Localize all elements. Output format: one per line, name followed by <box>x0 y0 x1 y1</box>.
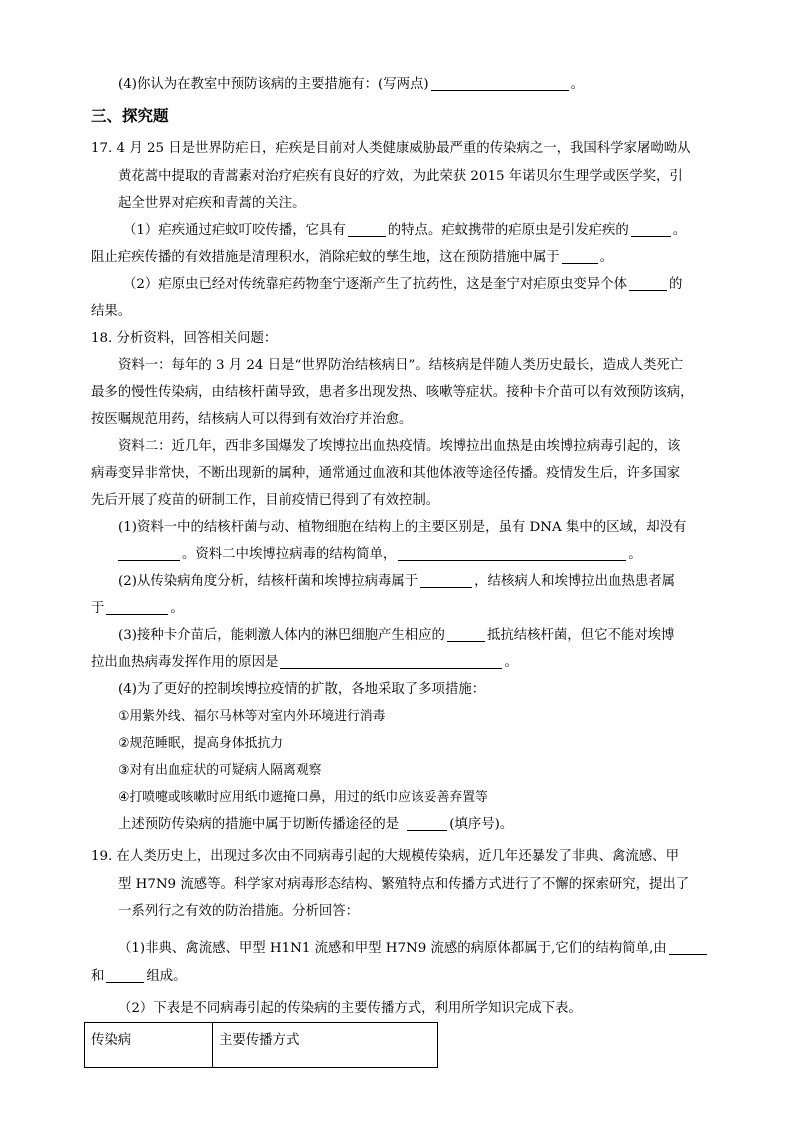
question-18-3-line-2: 拉出血热病毒发挥作用的原因是 。 <box>91 655 518 670</box>
answer-blank[interactable] <box>631 222 671 237</box>
answer-blank[interactable] <box>280 654 502 669</box>
table-header-row <box>85 1023 438 1068</box>
question-16-4 <box>118 76 584 94</box>
answer-blank[interactable] <box>118 546 180 561</box>
answer-blank[interactable] <box>398 546 626 561</box>
answer-blank[interactable] <box>431 76 569 91</box>
question-18-1-line-1: (1)资料一中的结核杆菌与动、植物细胞在结构上的主要区别是，虽有 DNA 集中的区域，却没有 <box>118 520 687 535</box>
section-heading: 三、探究题 <box>91 107 169 125</box>
option-2: ②规范睡眠，提高身体抵抗力 <box>118 736 284 751</box>
material-2-line-2: 病毒变异非常快，不断出现新的属种，通常通过血液和其他体液等途径传播。疫情发生后，许多国家 <box>91 466 681 481</box>
option-3: ③对有出血症状的可疑病人隔离观察 <box>118 763 322 778</box>
question-text: 。 <box>570 77 585 92</box>
option-1: ①用紫外线、福尔马林等对室内外环境进行消毒 <box>118 709 386 724</box>
option-4: ④打喷嚏或咳嗽时应用纸巾遮掩口鼻，用过的纸巾应该妥善弃置等 <box>118 790 488 805</box>
answer-blank[interactable] <box>407 816 447 831</box>
question-19-line-1: 19. 在人类历史上，出现过多次由不同病毒引起的大规模传染病，近几年还暴发了非典、禽流感、甲 <box>91 849 679 864</box>
question-19-1-line-2: 和 组成。 <box>91 969 187 984</box>
question-18-2-line-1: (2)从传染病角度分析，结核杆菌和埃博拉病毒属于 ，结核病人和埃博拉出血热患者属 <box>118 574 676 589</box>
answer-blank[interactable] <box>348 222 386 237</box>
question-19-line-2: 型 H7N9 流感等。科学家对病毒形态结构、繁殖特点和传播方式进行了不懈的探索研究，提出了 <box>118 877 690 892</box>
answer-blank[interactable] <box>669 940 707 955</box>
answer-blank[interactable] <box>629 276 667 291</box>
question-18-2-line-2: 于 。 <box>91 601 184 616</box>
answer-blank[interactable] <box>447 627 485 642</box>
answer-blank[interactable] <box>420 573 472 588</box>
answer-blank[interactable] <box>106 968 144 983</box>
question-17-2-line-2: 结果。 <box>91 304 132 319</box>
material-2-line-3: 先后开展了疫苗的研制工作，目前疫情已得到了有效控制。 <box>91 493 440 508</box>
question-17-1-line-2: 阻止疟疾传播的有效措施是清理积水，消除疟蚊的孳生地，这在预防措施中属于 。 <box>91 250 614 265</box>
question-17-1: （1）疟疾通过疟蚊叮咬传播，它具有 的特点。疟蚊携带的疟原虫是引发疟疾的 。 <box>123 223 687 238</box>
question-19-2: （2）下表是不同病毒引起的传染病的主要传播方式，利用所学知识完成下表。 <box>118 1001 582 1016</box>
table-header-cell: 传染病 <box>85 1023 213 1068</box>
question-19-line-3: 一系列行之有效的防治措施。分析回答： <box>118 904 360 919</box>
answer-blank[interactable] <box>106 600 168 615</box>
question-17-line-2: 黄花蒿中提取的青蒿素对治疗疟疾有良好的疗效，为此荣获 2015 年诺贝尔生理学或医学奖，引 <box>118 169 683 184</box>
table-header-cell: 主要传播方式 <box>213 1023 438 1068</box>
question-18-title: 18. 分析资料，回答相关问题： <box>91 331 278 346</box>
answer-blank[interactable] <box>562 249 598 264</box>
material-1-line-2: 最多的慢性传染病，由结核杆菌导致，患者多出现发热、咳嗽等症状。接种卡介苗可以有效预防该病， <box>91 385 694 400</box>
question-18-4-answer: 上述预防传染病的措施中属于切断传播途径的是 (填序号)。 <box>118 817 514 832</box>
question-19-1: （1)非典、禽流感、甲型 H1N1 流感和甲型 H7N9 流感的病原体都属于,它们的结构简单,由 <box>118 940 709 958</box>
material-2-line-1: 资料二：近几年，西非多国爆发了埃博拉出血热疫情。埃博拉出血热是由埃博拉病毒引起的，该 <box>118 439 681 454</box>
question-18-3-line-1: (3)接种卡介苗后，能刺激人体内的淋巴细胞产生相应的 抵抗结核杆菌，但它不能对埃博 <box>118 628 675 643</box>
question-18-4: (4)为了更好的控制埃博拉疫情的扩散，各地采取了多项措施： <box>118 682 486 697</box>
material-1-line-3: 按医嘱规范用药，结核病人可以得到有效治疗并治愈。 <box>91 412 413 427</box>
question-text: (4)你认为在教室中预防该病的主要措施有：(写两点) <box>118 77 429 92</box>
question-17-line-3: 起全世界对疟疾和青蒿的关注。 <box>118 196 306 211</box>
question-18-1-line-2: 。资料二中埃博拉病毒的结构简单， 。 <box>118 546 642 564</box>
transmission-table <box>84 1022 438 1068</box>
question-17-line-1: 17. 4 月 25 日是世界防疟日，疟疾是目前对人类健康威胁最严重的传染病之一，我国科学家屠呦呦从 <box>91 141 691 156</box>
material-1-line-1: 资料一：每年的 3 月 24 日是“世界防治结核病日”。结核病是伴随人类历史最长，造成人类死亡 <box>118 358 684 373</box>
question-17-2: （2）疟原虫已经对传统靠疟药物奎宁逐渐产生了抗药性，这是奎宁对疟原虫变异个体 的 <box>123 277 683 292</box>
